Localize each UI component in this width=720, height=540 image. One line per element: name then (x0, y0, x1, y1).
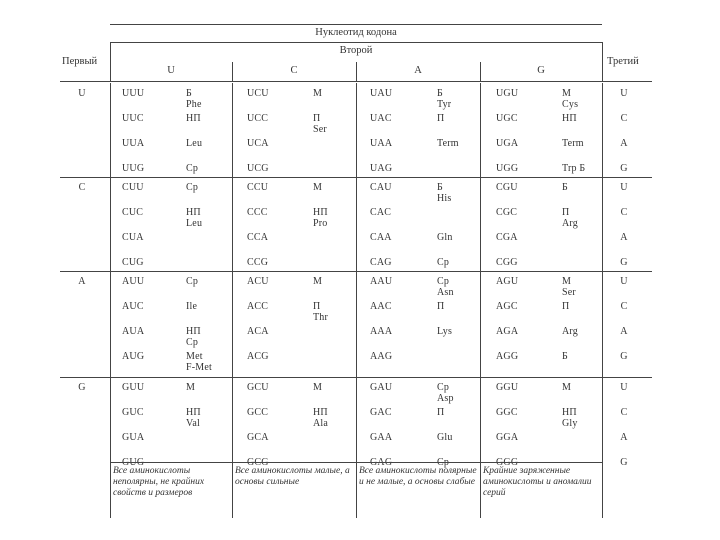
header-right-rule (602, 42, 603, 81)
column-rule (602, 177, 603, 271)
codon: GCA (247, 432, 269, 443)
third-nucleotide: U (620, 182, 628, 193)
amino-acid-label: Cys (562, 99, 579, 110)
column-rule (480, 271, 481, 377)
amino-acid-label: Asp (437, 393, 454, 404)
codon: UAG (370, 163, 393, 174)
amino-acid-label: Glu (437, 432, 453, 443)
codon: CCG (247, 257, 269, 268)
amino-acid-label: Gly (562, 418, 578, 429)
header-col-rule (232, 62, 233, 81)
column-rule (480, 83, 481, 177)
amino-acid-label: Gln (437, 232, 453, 243)
amino-acid-label: Б (437, 88, 443, 99)
third-nucleotide: U (620, 382, 628, 393)
header-mid-rule (110, 42, 602, 43)
codon: AUU (122, 276, 145, 287)
amino-acid-label: Ala (313, 418, 329, 429)
footer-note: Крайние заряженные аминокислоты и аномалии серий (483, 466, 592, 498)
amino-acid-label: М (562, 88, 572, 99)
amino-acid-label: Ile (186, 301, 198, 312)
amino-acid-label: Ср (186, 337, 199, 348)
codon: CCU (247, 182, 269, 193)
footer-rule (110, 462, 111, 518)
codon: GGA (496, 432, 519, 443)
header-col-A: A (414, 65, 422, 76)
codon: UCA (247, 138, 269, 149)
codon: GAA (370, 432, 393, 443)
codon: CAA (370, 232, 392, 243)
third-nucleotide: U (620, 276, 628, 287)
amino-acid-label: Б (186, 88, 192, 99)
table-title: Нуклеотид кодона (315, 27, 397, 38)
column-rule (480, 177, 481, 271)
codon: CAU (370, 182, 392, 193)
codon: AUA (122, 326, 145, 337)
header-col-G: G (537, 65, 545, 76)
codon: GUC (122, 407, 144, 418)
column-rule (232, 177, 233, 271)
amino-acid-label: Leu (186, 138, 203, 149)
codon: UUC (122, 113, 144, 124)
amino-acid-label: М (313, 382, 323, 393)
amino-acid-label: НП (562, 407, 577, 418)
third-nucleotide: C (620, 113, 628, 124)
amino-acid-label: НП (186, 407, 201, 418)
codon: GCC (247, 407, 269, 418)
codon: CAG (370, 257, 392, 268)
amino-acid-label: НП (186, 113, 201, 124)
codon: UUA (122, 138, 145, 149)
column-rule (602, 271, 603, 377)
codon: UAU (370, 88, 393, 99)
column-rule (602, 83, 603, 177)
amino-acid-label: НП (186, 326, 201, 337)
amino-acid-label: Trp Б (562, 163, 586, 174)
codon: UCC (247, 113, 269, 124)
codon: CCA (247, 232, 269, 243)
amino-acid-label: Б (562, 182, 568, 193)
footer-rule (356, 462, 357, 518)
codon: AAU (370, 276, 393, 287)
codon: AAA (370, 326, 393, 337)
amino-acid-label: Ср (437, 257, 450, 268)
codon: GUU (122, 382, 145, 393)
amino-acid-label: Pro (313, 218, 328, 229)
codon: CUU (122, 182, 144, 193)
amino-acid-label: Term (562, 138, 584, 149)
column-rule (110, 377, 111, 463)
amino-acid-label: НП (313, 407, 328, 418)
column-rule (356, 271, 357, 377)
first-nucleotide-U: U (78, 88, 86, 99)
amino-acid-label: Term (437, 138, 459, 149)
amino-acid-label: His (437, 193, 452, 204)
header-first: Первый (62, 56, 98, 67)
column-rule (356, 377, 357, 463)
amino-acid-label: П (437, 301, 445, 312)
amino-acid-label: НП (186, 207, 201, 218)
third-nucleotide: C (620, 301, 628, 312)
codon: ACG (247, 351, 269, 362)
amino-acid-label: М (562, 276, 572, 287)
codon: GUA (122, 432, 145, 443)
amino-acid-label: Phe (186, 99, 202, 110)
codon: AAG (370, 351, 393, 362)
column-rule (110, 83, 111, 177)
amino-acid-label: Thr (313, 312, 329, 323)
third-nucleotide: U (620, 88, 628, 99)
header-third: Третий (607, 56, 639, 67)
first-nucleotide-A: A (78, 276, 86, 287)
amino-acid-label: Ser (313, 124, 327, 135)
amino-acid-label: НП (313, 207, 328, 218)
header-second: Второй (339, 45, 373, 56)
amino-acid-label: Lys (437, 326, 453, 337)
codon: ACU (247, 276, 269, 287)
amino-acid-label: П (437, 113, 445, 124)
codon: CGU (496, 182, 518, 193)
footer-rule (602, 462, 603, 518)
amino-acid-label: П (437, 407, 445, 418)
third-nucleotide: G (620, 163, 628, 174)
codon: UGG (496, 163, 519, 174)
codon: CUG (122, 257, 144, 268)
amino-acid-label: Asn (437, 287, 454, 298)
codon: GAC (370, 407, 392, 418)
codon: UAC (370, 113, 392, 124)
codon: AUG (122, 351, 145, 362)
first-nucleotide-G: G (78, 382, 86, 393)
column-rule (232, 83, 233, 177)
codon: ACA (247, 326, 269, 337)
column-rule (480, 377, 481, 463)
amino-acid-label: Б (437, 182, 443, 193)
third-nucleotide: C (620, 207, 628, 218)
amino-acid-label: М (313, 276, 323, 287)
amino-acid-label: F-Met (186, 362, 212, 373)
amino-acid-label: П (562, 207, 570, 218)
column-rule (232, 271, 233, 377)
codon: CGA (496, 232, 518, 243)
header-top-rule (110, 24, 602, 25)
header-col-rule (480, 62, 481, 81)
codon: UGA (496, 138, 519, 149)
codon: UCG (247, 163, 269, 174)
header-col-rule (356, 62, 357, 81)
amino-acid-label: М (562, 382, 572, 393)
amino-acid-label: М (313, 182, 323, 193)
amino-acid-label: П (313, 113, 321, 124)
amino-acid-label: П (562, 301, 570, 312)
footer-rule (480, 462, 481, 518)
codon: AGC (496, 301, 518, 312)
third-nucleotide: A (620, 432, 628, 443)
codon: AGG (496, 351, 519, 362)
amino-acid-label: Ср (186, 182, 199, 193)
amino-acid-label: М (186, 382, 196, 393)
codon: AGU (496, 276, 519, 287)
footer-rule (232, 462, 233, 518)
codon: UUU (122, 88, 145, 99)
amino-acid-label: Ср (437, 276, 450, 287)
amino-acid-label: М (313, 88, 323, 99)
codon: UGU (496, 88, 519, 99)
codon: UCU (247, 88, 269, 99)
amino-acid-label: Leu (186, 218, 203, 229)
column-rule (110, 177, 111, 271)
header-col-U: U (167, 65, 175, 76)
amino-acid-label: Arg (562, 326, 578, 337)
codon: ACC (247, 301, 269, 312)
codon: AGA (496, 326, 519, 337)
amino-acid-label: П (313, 301, 321, 312)
codon: CUC (122, 207, 144, 218)
codon: AUC (122, 301, 144, 312)
third-nucleotide: A (620, 138, 628, 149)
codon: GGC (496, 407, 518, 418)
amino-acid-label: Arg (562, 218, 578, 229)
codon: UAA (370, 138, 393, 149)
amino-acid-label: Б (562, 351, 568, 362)
third-nucleotide: A (620, 232, 628, 243)
amino-acid-label: Ср (186, 276, 199, 287)
amino-acid-label: Ср (186, 163, 199, 174)
amino-acid-label: Tyr (437, 99, 452, 110)
codon: GCU (247, 382, 269, 393)
column-rule (110, 271, 111, 377)
amino-acid-label: Ser (562, 287, 576, 298)
amino-acid-label: Val (186, 418, 200, 429)
footer-note: Все аминокислоты полярные и не малые, а основы слабые (359, 466, 477, 487)
codon: GAU (370, 382, 393, 393)
third-nucleotide: C (620, 407, 628, 418)
footer-note: Все аминокислоты неполярны, не крайних свойств и размеров (113, 466, 205, 498)
codon: GGU (496, 382, 519, 393)
codon: UGC (496, 113, 518, 124)
column-rule (232, 377, 233, 463)
codon: AAC (370, 301, 392, 312)
codon: CAC (370, 207, 392, 218)
codon: CUA (122, 232, 144, 243)
column-rule (356, 177, 357, 271)
codon: CCC (247, 207, 268, 218)
first-nucleotide-C: C (78, 182, 86, 193)
codon: UUG (122, 163, 145, 174)
third-nucleotide: G (620, 257, 628, 268)
amino-acid-label: Met (186, 351, 203, 362)
third-nucleotide: G (620, 351, 628, 362)
header-col-C: C (290, 65, 298, 76)
amino-acid-label: НП (562, 113, 577, 124)
third-nucleotide: G (620, 457, 628, 468)
codon: CGC (496, 207, 518, 218)
footer-note: Все аминокислоты малые, а основы сильные (235, 466, 350, 487)
header-bottom-rule (60, 81, 652, 82)
column-rule (602, 377, 603, 463)
amino-acid-label: Ср (437, 382, 450, 393)
codon: CGG (496, 257, 518, 268)
column-rule (356, 83, 357, 177)
third-nucleotide: A (620, 326, 628, 337)
